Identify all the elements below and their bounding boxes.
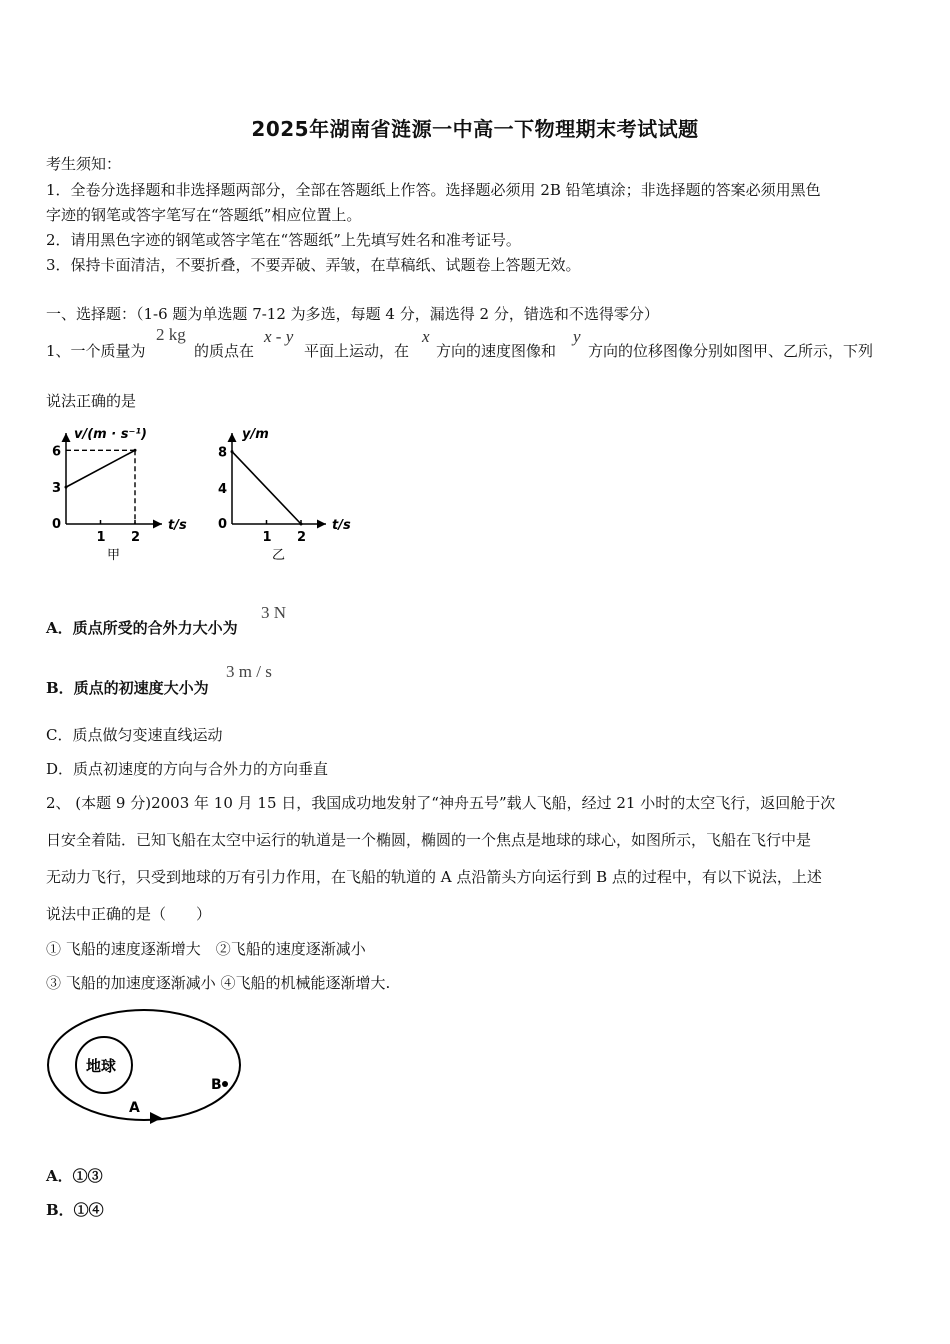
chart-0-ytick-2: 6	[52, 444, 62, 460]
chart-jia	[52, 427, 187, 563]
q1-option-b-value: 3 m / s	[226, 662, 272, 681]
q1-option-c[interactable]: C．质点做匀变速直线运动	[46, 726, 223, 744]
q2-statement-1: ① 飞船的速度逐渐增大 ②飞船的速度逐渐减小	[46, 940, 366, 958]
q1-stem-line2: 说法正确的是	[46, 392, 137, 410]
point-b-label: B	[211, 1077, 222, 1093]
q2-option-b[interactable]: B．①④	[46, 1201, 104, 1219]
chart-1-ytick-0: 0	[218, 517, 228, 532]
q1-plane: x - y	[264, 327, 294, 346]
q1-option-b-text: B．质点的初速度大小为	[46, 679, 209, 697]
chart-jia-ylabel: v/(m · s⁻¹)	[74, 427, 147, 442]
q2-stem-line1: 2、 (本题 9 分)2003 年 10 月 15 日，我国成功地发射了“神舟五号”载人飞船，经过 21 小时的太空飞行，返回舱于次	[46, 794, 836, 812]
section-heading: 一、选择题：（1-6 题为单选题 7-12 为多选，每题 4 分，漏选得 2 分，错选和不选得零分）	[46, 305, 659, 323]
q1-text-3: 平面上运动，在	[304, 342, 410, 360]
chart-1-xtick-1: 2	[297, 530, 307, 545]
chart-1-point-1	[300, 523, 303, 526]
q1-text-1: 1、一个质量为	[46, 342, 146, 360]
q1-stem	[46, 325, 926, 360]
chart-0-xtick-1: 2	[131, 530, 141, 545]
chart-yi	[218, 427, 351, 563]
q1-option-d[interactable]: D．质点初速度的方向与合外力的方向垂直	[46, 760, 329, 778]
q1-option-b[interactable]	[46, 662, 446, 696]
q1-graphs	[44, 418, 374, 568]
orbit-diagram	[44, 1005, 249, 1130]
q1-option-a-value: 3 N	[261, 603, 287, 622]
q1-y: y	[573, 327, 581, 346]
chart-yi-caption: 乙	[272, 548, 286, 563]
chart-0-series-line	[66, 450, 135, 487]
notice-item-2: 2．请用黑色字迹的钢笔或答字笔在“答题纸”上先填写姓名和准考证号。	[46, 231, 521, 249]
q1-mass: 2 kg	[156, 325, 186, 344]
point-a-label: A	[129, 1100, 140, 1116]
chart-1-series-line	[232, 452, 301, 524]
page-title: 2025年湖南省涟源一中高一下物理期末考试试题	[251, 117, 699, 141]
q1-x: x	[422, 327, 430, 346]
chart-0-point-0	[65, 486, 68, 489]
chart-0-ytick-0: 0	[52, 517, 62, 532]
chart-jia-caption: 甲	[107, 548, 121, 563]
chart-0-ytick-1: 3	[52, 481, 62, 497]
q1-text-2: 的质点在	[194, 342, 255, 360]
chart-yi-ylabel: y/m	[242, 427, 269, 442]
earth-label: 地球	[86, 1057, 117, 1075]
chart-yi-xlabel: t/s	[332, 518, 351, 533]
q2-statement-2: ③ 飞船的加速度逐渐减小 ④飞船的机械能逐渐增大.	[46, 974, 391, 992]
notice-item-3: 3．保持卡面清洁，不要折叠，不要弄破、弄皱，在草稿纸、试题卷上答题无效。	[46, 256, 581, 274]
notice-heading: 考生须知：	[46, 155, 122, 173]
chart-0-xtick-0: 1	[96, 530, 106, 545]
notice-item-1b: 字迹的钢笔或答字笔写在“答题纸”相应位置上。	[46, 206, 362, 224]
direction-arrow-icon	[150, 1112, 162, 1124]
chart-jia-xlabel: t/s	[168, 518, 187, 533]
q2-stem-line4: 说法中正确的是（ ）	[46, 905, 212, 923]
q1-option-a[interactable]	[46, 603, 446, 637]
q1-text-5: 方向的位移图像分别如图甲、乙所示，下列	[588, 342, 874, 360]
point-b-dot	[222, 1081, 228, 1087]
notice-item-1a: 1．全卷分选择题和非选择题两部分，全部在答题纸上作答。选择题必须用 2B 铅笔填涂；非选择题的答案必须用黑色	[46, 181, 821, 199]
q2-option-a[interactable]: A．①③	[46, 1167, 103, 1185]
q2-stem-line3: 无动力飞行，只受到地球的万有引力作用，在飞船的轨道的 A 点沿箭头方向运行到 B 点的过程中，有以下说法，上述	[46, 868, 822, 886]
chart-1-xtick-0: 1	[262, 530, 272, 545]
chart-1-ytick-1: 4	[218, 481, 228, 497]
q2-stem-line2: 日安全着陆．已知飞船在太空中运行的轨道是一个椭圆，椭圆的一个焦点是地球的球心，如图所示，飞船在飞行中是	[46, 831, 812, 849]
chart-1-ytick-2: 8	[218, 445, 228, 461]
q1-text-4: 方向的速度图像和	[436, 342, 557, 360]
q1-option-a-text: A．质点所受的合外力大小为	[46, 619, 238, 637]
chart-1-point-0	[231, 450, 234, 453]
